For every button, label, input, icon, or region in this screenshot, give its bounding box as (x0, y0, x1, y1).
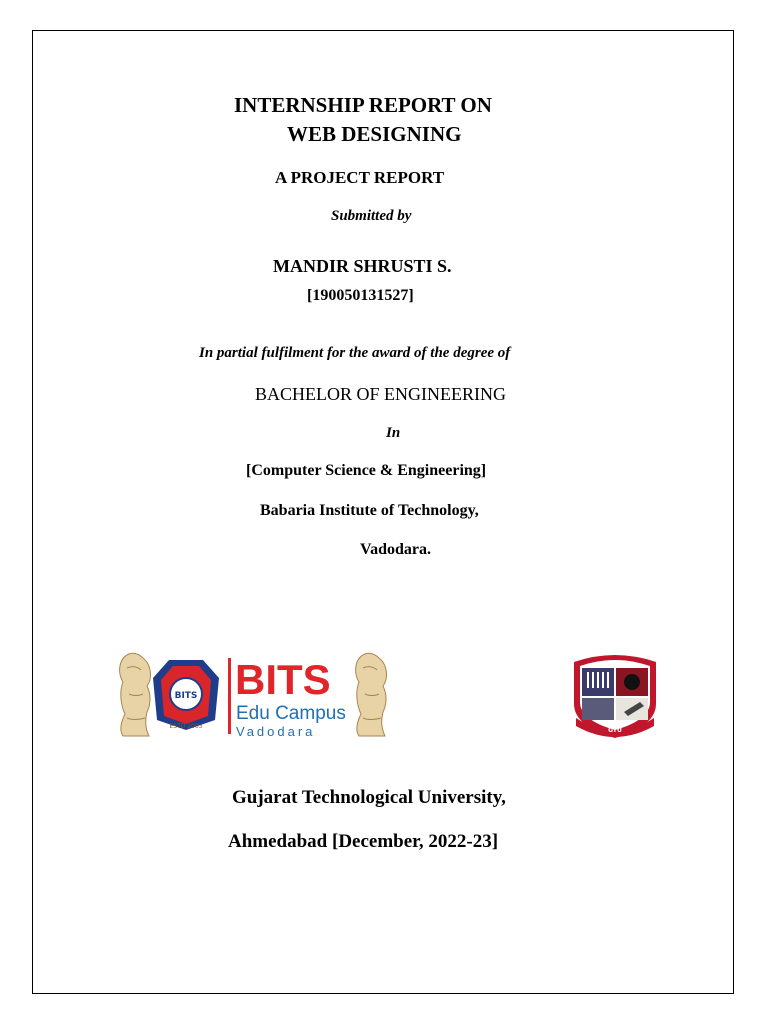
bits-brand-text: BITS (235, 656, 331, 703)
seal-ring-text: ESTD 2003 (169, 723, 203, 730)
lion-right-icon (356, 653, 387, 736)
report-title-line1: INTERNSHIP REPORT ON (234, 93, 492, 117)
gtu-ribbon-text: GTU (608, 727, 622, 734)
bits-seal-icon (153, 660, 219, 730)
institute-name: Babaria Institute of Technology, (260, 502, 479, 519)
bits-logo (115, 648, 393, 740)
degree-name: BACHELOR OF ENGINEERING (255, 384, 506, 404)
student-name: MANDIR SHRUSTI S. (273, 256, 452, 276)
branch-name: [Computer Science & Engineering] (246, 462, 487, 479)
logo-divider (228, 658, 231, 734)
enrollment-number: [190050131527] (307, 287, 414, 304)
report-type: A PROJECT REPORT (275, 168, 445, 187)
fulfilment-text: In partial fulfilment for the award of the degree of (199, 345, 511, 361)
submitted-by-label: Submitted by (331, 208, 412, 224)
gtu-shield-icon (574, 655, 656, 738)
in-label: In (386, 425, 401, 441)
university-name: Gujarat Technological University, (232, 787, 506, 808)
lion-left-icon (120, 653, 151, 736)
location-date: Ahmedabad [December, 2022-23] (228, 831, 499, 852)
report-title-line2: WEB DESIGNING (287, 122, 462, 146)
seal-text: BITS (174, 691, 198, 701)
bits-campus-text: Edu Campus (236, 703, 346, 724)
bits-city-text: Vadodara (236, 724, 316, 739)
gtu-logo (570, 652, 660, 740)
city-name: Vadodara. (360, 541, 431, 558)
